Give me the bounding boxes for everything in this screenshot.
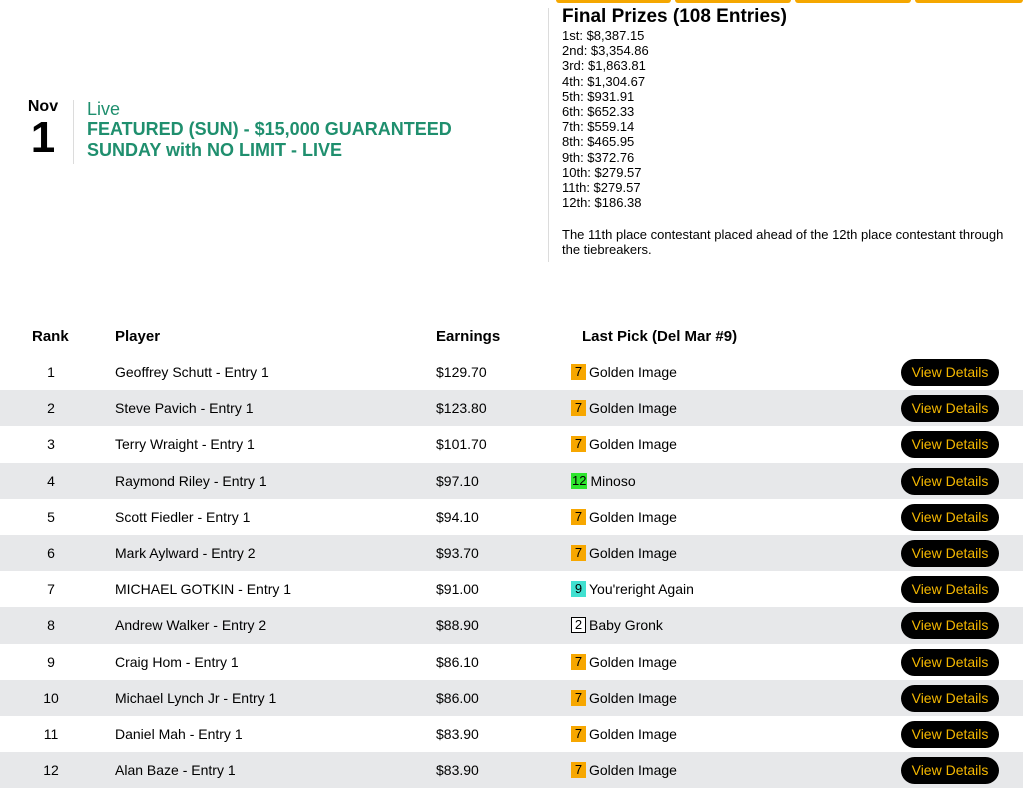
view-details-button[interactable]: View Details <box>901 612 999 639</box>
table-header <box>0 318 1023 354</box>
prizes-note: The 11th place contestant placed ahead of the 12th place contestant through the tiebreakers. <box>562 227 1004 258</box>
top-tab[interactable] <box>915 0 1023 3</box>
horse-name: Golden Image <box>589 653 677 670</box>
prize-line: 10th: $279.57 <box>562 164 642 180</box>
table-row <box>0 499 1023 535</box>
view-details-button[interactable]: View Details <box>901 757 999 784</box>
table-row <box>0 390 1023 426</box>
event-title-line2: SUNDAY with NO LIMIT - LIVE <box>87 140 343 160</box>
table-row <box>0 463 1023 499</box>
horse-name: Golden Image <box>589 762 677 779</box>
horse-name: You'reright Again <box>589 581 694 598</box>
player-cell: Scott Fiedler - Entry 1 <box>115 508 251 525</box>
top-tab[interactable] <box>556 0 671 3</box>
program-number-badge: 7 <box>571 364 586 380</box>
table-row <box>0 607 1023 643</box>
header-earnings: Earnings <box>436 328 501 345</box>
table-row <box>0 426 1023 462</box>
last-pick-cell <box>571 400 677 416</box>
player-cell: Mark Aylward - Entry 2 <box>115 544 256 561</box>
last-pick-cell <box>571 762 677 778</box>
rank-cell: 6 <box>47 544 55 561</box>
rank-cell: 4 <box>47 472 55 489</box>
table-body <box>0 354 1023 788</box>
last-pick-cell <box>571 654 677 670</box>
prize-line: 4th: $1,304.67 <box>562 73 646 89</box>
header-rank: Rank <box>32 328 69 345</box>
player-cell: Craig Hom - Entry 1 <box>115 653 239 670</box>
earnings-cell: $91.00 <box>436 581 479 598</box>
event-title-line1: FEATURED (SUN) - $15,000 GUARANTEED <box>87 119 452 139</box>
player-cell: Michael Lynch Jr - Entry 1 <box>115 689 277 706</box>
last-pick-cell <box>571 726 677 742</box>
final-prizes-panel <box>562 6 1012 257</box>
horse-name: Golden Image <box>589 689 677 706</box>
view-details-button[interactable]: View Details <box>901 468 999 495</box>
last-pick-cell <box>571 690 677 706</box>
earnings-cell: $97.10 <box>436 472 479 489</box>
horse-name: Golden Image <box>589 544 677 561</box>
horse-name: Golden Image <box>589 400 677 417</box>
program-number-badge: 9 <box>571 581 586 597</box>
view-details-button[interactable]: View Details <box>901 431 999 458</box>
program-number-badge: 7 <box>571 400 586 416</box>
rank-cell: 7 <box>47 581 55 598</box>
top-tab[interactable] <box>795 0 911 3</box>
last-pick-cell <box>571 545 677 561</box>
program-number-badge: 7 <box>571 509 586 525</box>
view-details-button[interactable]: View Details <box>901 649 999 676</box>
player-cell: Andrew Walker - Entry 2 <box>115 617 267 634</box>
last-pick-cell <box>571 473 636 489</box>
table-row <box>0 752 1023 788</box>
program-number-badge: 7 <box>571 545 586 561</box>
table-row <box>0 644 1023 680</box>
prize-list <box>562 28 1012 210</box>
earnings-cell: $86.10 <box>436 653 479 670</box>
view-details-button[interactable]: View Details <box>901 576 999 603</box>
last-pick-cell <box>571 436 677 452</box>
table-row <box>0 716 1023 752</box>
rank-cell: 2 <box>47 400 55 417</box>
player-cell: Terry Wraight - Entry 1 <box>115 436 255 453</box>
prize-line: 6th: $652.33 <box>562 104 635 120</box>
rank-cell: 12 <box>43 762 59 779</box>
earnings-cell: $86.00 <box>436 689 479 706</box>
program-number-badge: 7 <box>571 690 586 706</box>
prize-line: 12th: $186.38 <box>562 195 642 211</box>
earnings-cell: $83.90 <box>436 725 479 742</box>
event-month: Nov <box>27 98 59 115</box>
last-pick-cell <box>571 617 663 633</box>
earnings-cell: $94.10 <box>436 508 479 525</box>
earnings-cell: $129.70 <box>436 364 487 380</box>
prize-line: 2nd: $3,354.86 <box>562 43 649 59</box>
earnings-cell: $101.70 <box>436 436 487 453</box>
last-pick-cell <box>571 509 677 525</box>
player-cell: MICHAEL GOTKIN - Entry 1 <box>115 581 292 598</box>
view-details-button[interactable]: View Details <box>901 504 999 531</box>
horse-name: Minoso <box>590 472 636 489</box>
divider <box>548 8 549 262</box>
earnings-cell: $123.80 <box>436 400 487 417</box>
top-tab-strip <box>556 0 1023 3</box>
player-cell: Raymond Riley - Entry 1 <box>115 472 267 489</box>
earnings-cell: $83.90 <box>436 762 479 779</box>
table-row <box>0 535 1023 571</box>
header-player: Player <box>115 328 161 345</box>
view-details-button[interactable]: View Details <box>901 359 999 386</box>
horse-name: Golden Image <box>589 508 677 525</box>
program-number-badge: 7 <box>571 654 586 670</box>
prize-line: 3rd: $1,863.81 <box>562 58 646 74</box>
program-number-badge: 2 <box>571 617 586 633</box>
rank-cell: 10 <box>43 689 59 706</box>
horse-name: Baby Gronk <box>589 617 663 634</box>
rank-cell: 3 <box>47 436 55 453</box>
table-row <box>0 571 1023 607</box>
player-cell: Geoffrey Schutt - Entry 1 <box>115 364 269 380</box>
prize-line: 11th: $279.57 <box>562 180 641 196</box>
event-status: Live <box>87 99 121 119</box>
rank-cell: 5 <box>47 508 55 525</box>
header-last-pick: Last Pick (Del Mar #9) <box>582 328 738 345</box>
top-tab[interactable] <box>675 0 791 3</box>
player-cell: Alan Baze - Entry 1 <box>115 762 236 779</box>
prizes-title: Final Prizes (108 Entries) <box>562 6 787 27</box>
horse-name: Golden Image <box>589 725 677 742</box>
player-cell: Steve Pavich - Entry 1 <box>115 400 254 417</box>
table-row <box>0 680 1023 716</box>
earnings-cell: $88.90 <box>436 617 479 634</box>
view-details-button[interactable]: View Details <box>901 395 999 422</box>
view-details-button[interactable]: View Details <box>901 540 999 567</box>
leaderboard-table <box>0 318 1023 788</box>
divider <box>73 100 74 164</box>
program-number-badge: 7 <box>571 726 586 742</box>
rank-cell: 9 <box>47 653 55 670</box>
last-pick-cell <box>571 364 677 380</box>
event-info <box>87 100 547 161</box>
player-cell: Daniel Mah - Entry 1 <box>115 725 243 742</box>
view-details-button[interactable]: View Details <box>901 685 999 712</box>
program-number-badge: 7 <box>571 762 586 778</box>
horse-name: Golden Image <box>589 436 677 453</box>
program-number-badge: 12 <box>572 472 587 488</box>
event-date <box>22 98 64 160</box>
earnings-cell: $93.70 <box>436 544 479 561</box>
event-day: 1 <box>30 113 56 162</box>
rank-cell: 11 <box>43 725 59 742</box>
last-pick-cell <box>571 581 694 597</box>
view-details-button[interactable]: View Details <box>901 721 999 748</box>
program-number-badge: 7 <box>571 436 586 452</box>
rank-cell: 8 <box>47 617 55 634</box>
prize-line: 5th: $931.91 <box>562 88 635 104</box>
table-row <box>0 354 1023 390</box>
rank-cell: 1 <box>47 364 55 380</box>
prize-line: 8th: $465.95 <box>562 134 635 150</box>
prize-line: 1st: $8,387.15 <box>562 28 645 43</box>
prize-line: 9th: $372.76 <box>562 149 635 165</box>
prize-line: 7th: $559.14 <box>562 119 635 135</box>
horse-name: Golden Image <box>589 364 677 380</box>
